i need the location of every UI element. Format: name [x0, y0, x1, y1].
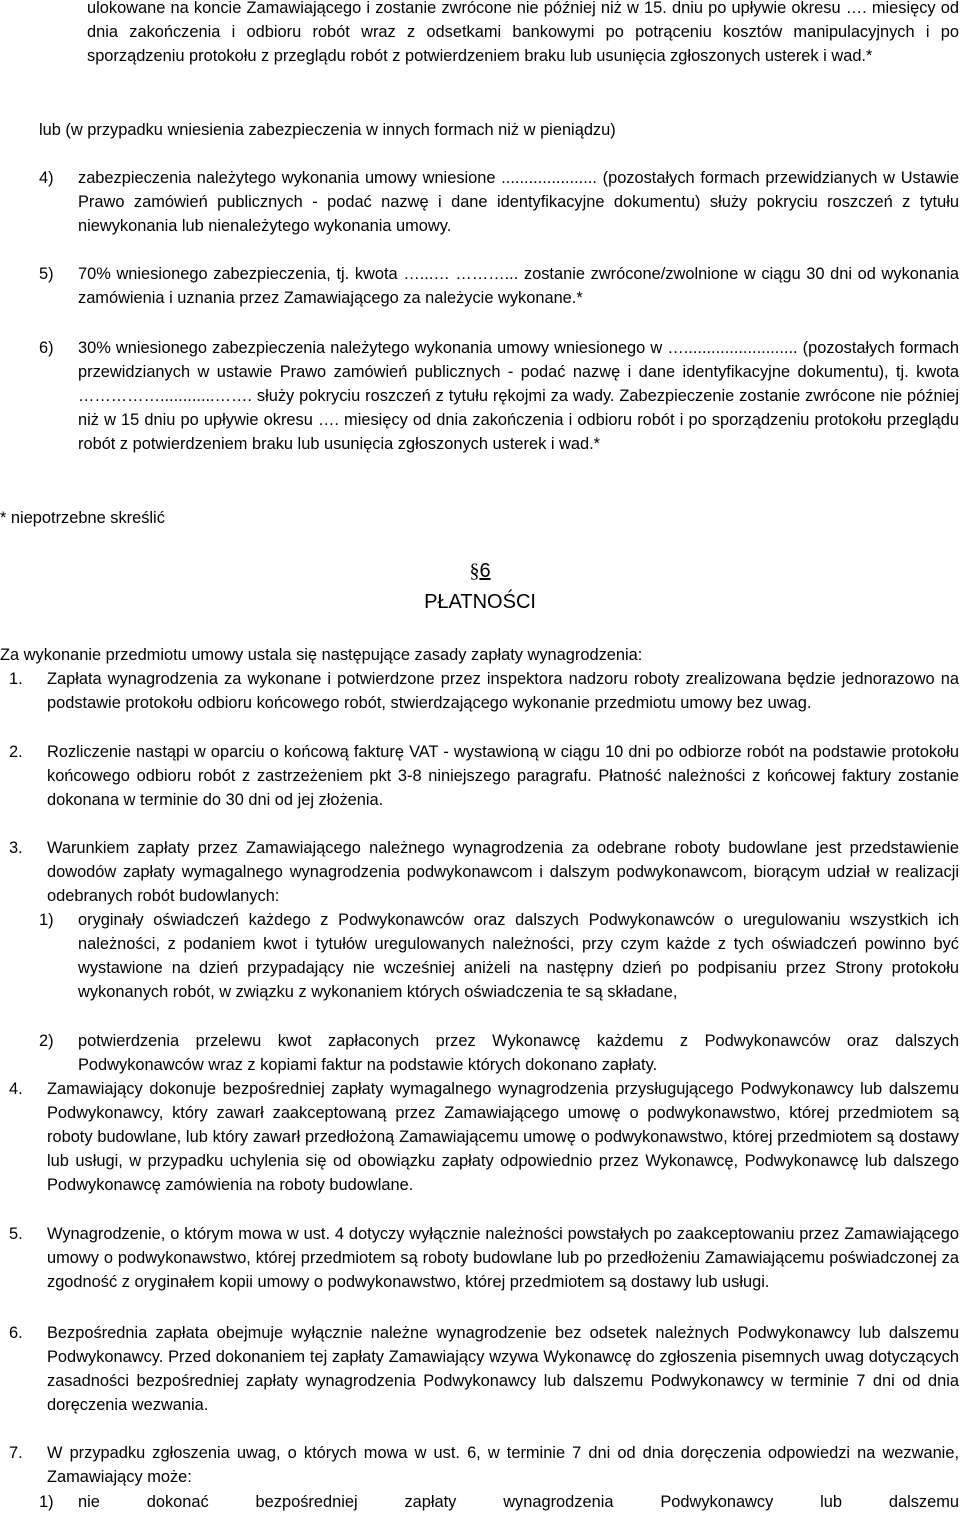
point-text: W przypadku zgłoszenia uwag, o których mowa w ust. 6, w terminie 7 dni od dnia doręczenia odpowiedzi na wezwanie, Zamawiający może:	[47, 1444, 959, 1486]
footnote: * niepotrzebne skreślić	[0, 509, 165, 527]
section-number	[0, 559, 960, 583]
item-text: 70% wniesionego zabezpieczenia, tj. kwota …...… ………... zostanie zwrócone/zwolnione w ciągu 30 dni od wykonania zamówienia i uznania przez Zamawiającego za należycie wykonane.*	[78, 265, 959, 307]
section-sign: §	[469, 560, 480, 582]
point-number: 1.	[9, 670, 23, 688]
item-number: 4)	[39, 169, 54, 187]
section-number-value: 6	[479, 560, 491, 582]
item-number: 6)	[39, 339, 54, 357]
section-lead: Za wykonanie przedmiotu umowy ustala się następujące zasady zapłaty wynagrodzenia:	[0, 646, 643, 664]
subpoint-text: nie dokonać bezpośredniej zapłaty wynagrodzenia Podwykonawcy lub dalszemu	[78, 1493, 959, 1511]
point-text: Zapłata wynagrodzenia za wykonane i potwierdzone przez inspektora nadzoru roboty zrealizowana będzie jednorazowo na podstawie protokołu odbioru końcowego robót, stwierdzającego wykonanie przedmiotu umowy bez uwag.	[47, 670, 959, 712]
item-text: zabezpieczenia należytego wykonania umowy wniesione ..................... (pozostałych formach przewidzianych w Ustawie Prawo zamówień publicznych - podać nazwę i dane identyfikacyjne dokumentu) służy pokryciu roszczeń z tytułu niewykonania lub nienależytego wykonania umowy.	[78, 169, 959, 235]
subpoint-text: potwierdzenia przelewu kwot zapłaconych przez Wykonawcę każdemu z Podwykonawców oraz dalszych Podwykonawców wraz z kopiami faktur na podstawie których dokonano zapłaty.	[78, 1032, 959, 1074]
subpoint-number: 1)	[39, 1493, 54, 1511]
alternative-clause: lub (w przypadku wniesienia zabezpieczenia w innych formach niż w pieniądzu)	[39, 121, 616, 139]
point-number: 7.	[9, 1444, 23, 1462]
subpoint-number: 1)	[39, 911, 54, 929]
subpoint-text: oryginały oświadczeń każdego z Podwykonawców oraz dalszych Podwykonawców o uregulowaniu wszystkich ich należności, z podaniem kwot i tytułów uregulowanych należności, przy czym każde z tych oświadczeń powinno być wystawione na dzień przypadający nie wcześniej aniżeli na następny dzień po podpisaniu przez Strony protokołu wykonanych robót, w związku z wykonaniem których oświadczenia te są składane,	[78, 911, 959, 1001]
subpoint-number: 2)	[39, 1032, 54, 1050]
point-text: Bezpośrednia zapłata obejmuje wyłącznie należne wynagrodzenie bez odsetek należnych Podwykonawcy lub dalszemu Podwykonawcy. Przed dokonaniem tej zapłaty Zamawiający wzywa Wykonawcę do zgłoszenia pisemnych uwag dotyczących zasadności bezpośredniej zapłaty wynagrodzenia Podwykonawcy lub dalszemu Podwykonawcy w terminie 7 dni od dnia doręczenia wezwania.	[47, 1324, 959, 1414]
point-text: Warunkiem zapłaty przez Zamawiającego należnego wynagrodzenia za odebrane roboty budowlane jest przedstawienie dowodów zapłaty wymagalnego wynagrodzenia podwykonawcom i dalszym podwykonawcom, biorącym udział w realizacji odebranych robót budowlanych:	[47, 839, 959, 905]
item-number: 5)	[39, 265, 54, 283]
point-number: 2.	[9, 743, 23, 761]
item-text: 30% wniesionego zabezpieczenia należytego wykonania umowy wniesionego w …......................... (pozostałych formach przewidzianych w ustawie Prawo zamówień publicznych - podać nazwę i dane identyfikacyjne dokumentu), tj. kwota ……………............……. służy pokryciu roszczeń z tytułu rękojmi za wady. Zabezpieczenie zostanie zwrócone nie później niż w 15 dniu po upływie okresu …. miesięcy od dnia zakończenia i odbioru robót i po sporządzeniu protokołu przeglądu robót z potwierdzeniem braku lub usunięcia zgłoszonych usterek i wad.*	[78, 339, 959, 453]
point-number: 5.	[9, 1225, 23, 1243]
point-text: Rozliczenie nastąpi w oparciu o końcową fakturę VAT - wystawioną w ciągu 10 dni po odbiorze robót na podstawie protokołu końcowego odbioru robót z zastrzeżeniem pkt 3-8 niniejszego paragrafu. Płatność należności z końcowej faktury zostanie dokonana w terminie do 30 dni od jej złożenia.	[47, 743, 959, 809]
section-title: PŁATNOŚCI	[424, 591, 536, 613]
intro-paragraph: ulokowane na koncie Zamawiającego i zostanie zwrócone nie później niż w 15. dniu po upływie okresu …. miesięcy od dnia zakończenia i odbioru robót wraz z odsetkami bankowymi po potrąceniu kosztów manipulacyjnych i po sporządzeniu protokołu z przeglądu robót z potwierdzeniem braku lub usunięcia zgłoszonych usterek i wad.*	[87, 0, 959, 65]
point-text: Zamawiający dokonuje bezpośredniej zapłaty wymagalnego wynagrodzenia przysługującego Podwykonawcy lub dalszemu Podwykonawcy, który zawarł zaakceptowaną przez Zamawiającego umowę o podwykonawstwo, której przedmiotem są roboty budowlane, lub który zawarł przedłożoną Zamawiającemu umowę o podwykonawstwo, której przedmiotem są dostawy lub usługi, w przypadku uchylenia się od obowiązku zapłaty odpowiednio przez Wykonawcę, Podwykonawcę lub dalszego Podwykonawcę zamówienia na roboty budowlane.	[47, 1080, 959, 1194]
point-number: 3.	[9, 839, 23, 857]
point-number: 4.	[9, 1080, 23, 1098]
point-text: Wynagrodzenie, o którym mowa w ust. 4 dotyczy wyłącznie należności powstałych po zaakceptowaniu przez Zamawiającego umowy o podwykonawstwo, której przedmiotem są roboty budowlane lub po przedłożeniu Zamawiającemu poświadczonej za zgodność z oryginałem kopii umowy o podwykonawstwo, której przedmiotem są dostawy lub usługi.	[47, 1225, 959, 1291]
point-number: 6.	[9, 1324, 23, 1342]
